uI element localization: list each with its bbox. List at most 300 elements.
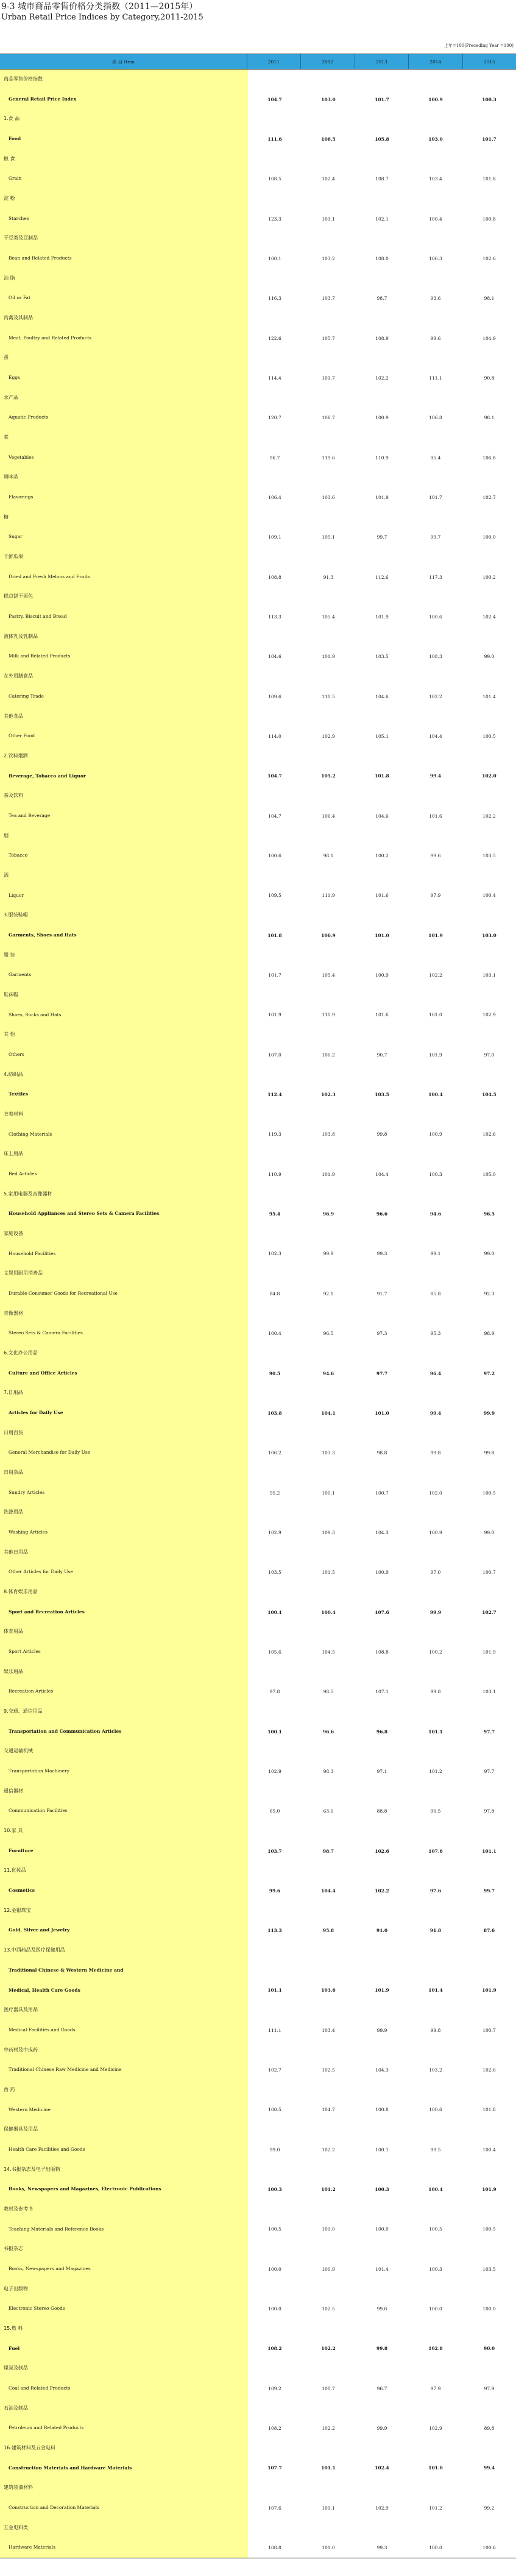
row-value: 100.7 [375, 1490, 389, 1496]
row-value: 101.0 [322, 2545, 335, 2551]
row-value: 108.7 [375, 176, 389, 182]
row-value: 99.9 [323, 1251, 334, 1257]
row-value: 106.4 [268, 494, 281, 500]
row-label: 煤炭及制品 [0, 2358, 248, 2379]
row-value: 96.8 [376, 1729, 388, 1735]
row-label: Gold, Silver and Jewelry [0, 1920, 248, 1941]
row-value: 103.6 [321, 1987, 336, 1994]
row-label: 15.燃 料 [0, 2319, 248, 2339]
table-row [0, 1443, 516, 1463]
row-value: 65.0 [269, 1808, 280, 1814]
row-value: 89.8 [484, 2426, 495, 2432]
row-value: 105.7 [322, 335, 335, 341]
row-value: 96.7 [269, 455, 280, 461]
row-value: 103.7 [322, 295, 335, 302]
row-value: 100.1 [268, 255, 281, 261]
table-row [0, 1284, 516, 1304]
table-row [0, 408, 516, 428]
row-value: 97.9 [430, 2385, 441, 2391]
row-value: 109.6 [268, 693, 281, 699]
table-row [0, 2100, 516, 2120]
table-row [0, 328, 516, 349]
row-value: 96.5 [483, 1211, 495, 1217]
row-value: 98.8 [376, 1450, 387, 1456]
row-value: 102.4 [322, 176, 335, 182]
row-value: 103.5 [482, 2266, 496, 2272]
table-row [0, 646, 516, 667]
table-row [0, 946, 516, 966]
row-label: Liquor [0, 886, 248, 906]
table-body [0, 69, 516, 2558]
row-value: 95.2 [269, 1490, 280, 1496]
row-label: Garments [0, 965, 248, 985]
row-value: 90.0 [483, 2346, 495, 2352]
table-row [0, 2179, 516, 2199]
row-label: 西 药 [0, 2080, 248, 2100]
row-value: 87.6 [483, 1928, 495, 1934]
row-value: 96.7 [376, 2385, 387, 2391]
row-value: 104.3 [375, 1529, 389, 1535]
row-value: 108.8 [268, 2545, 281, 2551]
row-label: Traditional Chinese & Western Medicine and [0, 1961, 248, 1981]
row-label: 商品零售价格指数 [0, 69, 248, 90]
row-value: 99.6 [430, 335, 441, 341]
row-value: 100.9 [375, 1569, 389, 1576]
table-row [0, 1801, 516, 1821]
row-value: 107.1 [375, 1689, 389, 1695]
table-row [0, 2379, 516, 2399]
row-label: Household Appliances and Stereo Sets & Camera Facilities [0, 1204, 248, 1224]
row-value: 93.6 [430, 295, 441, 302]
row-value: 90.5 [269, 1370, 281, 1376]
row-label: Sundry Articles [0, 1483, 248, 1503]
table-row [0, 766, 516, 787]
row-label: 医疗器具及用品 [0, 2000, 248, 2020]
table-row [0, 846, 516, 866]
row-value: 102.7 [268, 2067, 281, 2073]
table-row [0, 2399, 516, 2419]
row-value: 108.5 [268, 176, 281, 182]
table-row [0, 1343, 516, 1364]
row-label: Culture and Office Articles [0, 1364, 248, 1384]
table-row [0, 1941, 516, 1961]
row-value: 100.0 [268, 2266, 281, 2272]
table-row [0, 1841, 516, 1861]
row-label: 服 装 [0, 946, 248, 966]
row-label: General Merchandise for Daily Use [0, 1443, 248, 1463]
table-row [0, 786, 516, 806]
row-value: 101.9 [375, 494, 389, 500]
row-value: 101.0 [428, 2465, 443, 2471]
row-value: 100.4 [429, 216, 442, 222]
row-value: 98.1 [323, 853, 334, 859]
row-value: 103.5 [375, 654, 389, 660]
row-label: Dried and Fresh Melons and Fruits [0, 567, 248, 587]
row-value: 100.3 [267, 2187, 282, 2193]
row-label: 淀 粉 [0, 189, 248, 209]
row-value: 97.7 [483, 1729, 495, 1735]
table-row [0, 587, 516, 607]
row-value: 101.0 [322, 2226, 335, 2232]
row-value: 99.9 [376, 2027, 387, 2033]
row-value: 100.1 [322, 1490, 335, 1496]
row-label: Tobacco [0, 846, 248, 866]
row-label: Sport Articles [0, 1642, 248, 1662]
table-row [0, 1961, 516, 1981]
row-value: 111.1 [268, 2027, 281, 2033]
row-value: 101.5 [322, 1569, 335, 1576]
row-value: 99.4 [429, 1410, 442, 1416]
column-header-item: 项 目 Item [0, 54, 247, 69]
table-row [0, 1164, 516, 1184]
row-value: 101.9 [429, 1052, 442, 1058]
row-value: 102.4 [482, 614, 496, 620]
table-row [0, 448, 516, 468]
row-value: 101.7 [268, 972, 281, 978]
row-value: 97.9 [430, 893, 441, 899]
row-value: 102.9 [268, 1768, 281, 1774]
table-row [0, 1204, 516, 1224]
row-value: 100.0 [268, 2306, 281, 2312]
row-label: Construction Materials and Hardware Materials [0, 2458, 248, 2479]
table-row [0, 1403, 516, 1423]
row-value: 106.9 [321, 932, 336, 938]
row-value: 107.6 [375, 1609, 389, 1615]
row-label: 1.食 品 [0, 109, 248, 129]
table-row [0, 1483, 516, 1503]
table-row [0, 1901, 516, 1921]
row-value: 103.8 [322, 1131, 335, 1138]
row-value: 100.1 [267, 1609, 282, 1615]
row-value: 98.9 [484, 1331, 495, 1337]
row-value: 88.8 [376, 1808, 387, 1814]
row-label: Bean and Related Products [0, 249, 248, 269]
table-row [0, 109, 516, 129]
table-row [0, 2538, 516, 2558]
row-value: 101.1 [482, 1848, 497, 1854]
row-label: Meat, Poultry and Related Products [0, 328, 248, 349]
row-value: 104.7 [267, 773, 282, 779]
page-subtitle: Urban Retail Price Indices by Category,2011-2015 [1, 13, 203, 22]
table-row [0, 1582, 516, 1602]
row-value: 108.2 [267, 2346, 282, 2352]
row-label: 电子出版物 [0, 2279, 248, 2299]
row-value: 106.7 [322, 415, 335, 421]
row-value: 99.4 [429, 773, 442, 779]
row-value: 103.1 [482, 972, 496, 978]
row-value: 100.2 [429, 1649, 442, 1655]
row-value: 101.6 [375, 893, 389, 899]
row-label: 5.家用电器及音像器材 [0, 1184, 248, 1205]
row-label: 家庭设备 [0, 1224, 248, 1244]
table-row [0, 547, 516, 567]
row-value: 99.0 [484, 1251, 495, 1257]
row-value: 101.1 [428, 1729, 443, 1735]
table-row [0, 189, 516, 209]
row-value: 102.9 [429, 2426, 442, 2432]
row-value: 98.1 [484, 415, 495, 421]
row-label: Furniture [0, 1841, 248, 1861]
table-row [0, 2080, 516, 2100]
row-value: 98.7 [376, 295, 387, 302]
column-header-year: 2011 [247, 54, 300, 69]
row-value: 101.1 [322, 2505, 335, 2511]
row-value: 101.9 [268, 1012, 281, 1018]
row-value: 102.6 [375, 1848, 389, 1854]
row-value: 111.9 [322, 893, 335, 899]
row-label: 肉禽及其制品 [0, 308, 248, 328]
row-label: Catering Trade [0, 687, 248, 707]
row-value: 102.6 [482, 2067, 496, 2073]
table-row [0, 1463, 516, 1483]
table-row [0, 1125, 516, 1145]
row-label: Tea and Beverage [0, 806, 248, 826]
row-value: 104.7 [267, 96, 282, 102]
row-value: 99.5 [430, 2146, 441, 2153]
row-label: 6.文化办公用品 [0, 1343, 248, 1364]
row-label: 衣着材料 [0, 1105, 248, 1125]
row-value: 63.1 [323, 1808, 334, 1814]
row-value: 109.1 [268, 534, 281, 540]
row-value: 99.2 [484, 2505, 495, 2511]
table-row [0, 129, 516, 149]
row-value: 100.0 [482, 534, 496, 540]
row-label: 13.中西药品及医疗保健用品 [0, 1941, 248, 1961]
row-value: 100.6 [268, 853, 281, 859]
table-row [0, 2319, 516, 2339]
row-value: 104.6 [268, 654, 281, 660]
row-label: Construction and Decoration Materials [0, 2498, 248, 2518]
row-value: 102.9 [322, 734, 335, 739]
table-row [0, 627, 516, 647]
table-row [0, 2279, 516, 2299]
row-label: Aquatic Products [0, 408, 248, 428]
table-row [0, 269, 516, 289]
row-label: Transportation and Communication Articles [0, 1722, 248, 1742]
row-label: 鞋袜帽 [0, 985, 248, 1005]
table-row [0, 2020, 516, 2040]
row-value: 91.8 [429, 1928, 442, 1934]
row-value: 101.2 [429, 2505, 442, 2511]
row-label: 7.日用品 [0, 1383, 248, 1403]
row-value: 123.3 [268, 216, 281, 222]
table-row [0, 1364, 516, 1384]
table-row [0, 1005, 516, 1025]
row-value: 104.6 [375, 813, 389, 819]
row-value: 101.1 [321, 2465, 336, 2471]
row-label: 14.书报杂志及电子出版物 [0, 2160, 248, 2180]
row-value: 117.3 [429, 574, 442, 580]
row-label: Medical, Health Care Goods [0, 1981, 248, 2001]
table-row [0, 2339, 516, 2359]
row-value: 102.2 [429, 972, 442, 978]
row-value: 106.2 [268, 1450, 281, 1456]
row-label: 烟 [0, 826, 248, 846]
table-row [0, 2498, 516, 2518]
row-label: 日用百货 [0, 1423, 248, 1443]
table-row [0, 1085, 516, 1105]
row-value: 96.5 [323, 1331, 334, 1337]
row-value: 99.0 [269, 2146, 280, 2153]
row-value: 100.5 [268, 2226, 281, 2232]
row-value: 101.2 [321, 2187, 336, 2193]
row-value: 114.0 [268, 734, 281, 739]
row-value: 109.2 [268, 2385, 281, 2391]
row-label: Household Facilities [0, 1244, 248, 1264]
row-value: 102.0 [429, 1490, 442, 1496]
row-value: 104.3 [375, 2067, 389, 2073]
table-row [0, 1682, 516, 1702]
row-label: 通信器材 [0, 1782, 248, 1802]
row-value: 122.6 [268, 335, 281, 341]
table-row [0, 1602, 516, 1622]
row-value: 94.6 [429, 1211, 442, 1217]
row-value: 110.9 [322, 1012, 335, 1018]
row-label: Electronic Stereo Goods [0, 2299, 248, 2319]
row-value: 84.8 [269, 1290, 280, 1297]
row-label: 教材及参考书 [0, 2199, 248, 2220]
row-label: Cosmetics [0, 1881, 248, 1901]
row-value: 99.8 [430, 1689, 441, 1695]
row-value: 99.0 [484, 1529, 495, 1535]
row-label: Recreation Articles [0, 1682, 248, 1702]
row-value: 101.9 [322, 1171, 335, 1177]
table-row [0, 2518, 516, 2538]
row-label: Garments, Shoes and Hats [0, 925, 248, 946]
row-value: 97.3 [376, 1331, 387, 1337]
row-value: 100.6 [429, 2107, 442, 2113]
row-label: 文娱用耐用消费品 [0, 1264, 248, 1284]
row-value: 101.9 [428, 932, 443, 938]
row-value: 96.4 [429, 1370, 442, 1376]
row-label: 其他食品 [0, 707, 248, 727]
row-value: 103.5 [375, 1092, 389, 1098]
table-row [0, 687, 516, 707]
table-row [0, 1144, 516, 1164]
row-label: 建筑装潢材料 [0, 2478, 248, 2498]
row-value: 103.0 [482, 932, 497, 938]
row-value: 100.1 [375, 2146, 389, 2153]
row-label: Food [0, 129, 248, 149]
row-value: 103.1 [482, 1689, 496, 1695]
row-value: 103.1 [322, 216, 335, 222]
table-row [0, 1782, 516, 1802]
table-row [0, 1881, 516, 1901]
row-value: 105.1 [322, 534, 335, 540]
row-value: 97.2 [483, 1370, 495, 1376]
row-value: 116.3 [268, 295, 281, 302]
row-value: 90.8 [484, 375, 495, 381]
table-row [0, 1025, 516, 1045]
row-value: 102.9 [268, 1529, 281, 1535]
row-label: 8.体育娱乐用品 [0, 1582, 248, 1602]
table-row [0, 2239, 516, 2259]
table-row [0, 169, 516, 189]
row-value: 102.2 [375, 375, 389, 381]
row-value: 101.2 [429, 1768, 442, 1774]
table-row [0, 249, 516, 269]
row-value: 103.5 [482, 853, 496, 859]
row-value: 108.3 [429, 654, 442, 660]
row-value: 100.2 [482, 574, 496, 580]
table-row [0, 925, 516, 946]
row-value: 100.1 [267, 1729, 282, 1735]
row-label: 保健器具及用品 [0, 2120, 248, 2140]
row-value: 101.6 [375, 1012, 389, 1018]
row-value: 99.7 [430, 534, 441, 540]
row-value: 109.5 [268, 893, 281, 899]
table-row [0, 1622, 516, 1642]
table-row [0, 1642, 516, 1662]
row-value: 99.6 [376, 2306, 387, 2312]
row-value: 99.8 [430, 1450, 441, 1456]
row-label: 干鲜瓜果 [0, 547, 248, 567]
row-label: Beverage, Tobacco and Liquor [0, 766, 248, 787]
row-value: 108.8 [268, 574, 281, 580]
row-label: Articles for Daily Use [0, 1403, 248, 1423]
table-row [0, 368, 516, 388]
row-value: 101.9 [482, 2187, 497, 2193]
row-value: 108.0 [375, 255, 389, 261]
row-value: 104.4 [321, 1888, 336, 1894]
table-header [0, 54, 516, 69]
row-label: 糖 [0, 508, 248, 528]
row-label: 3.服装鞋帽 [0, 905, 248, 925]
row-value: 100.4 [321, 1609, 336, 1615]
row-label: 洗涤用品 [0, 1502, 248, 1523]
row-label: 糕点饼干面包 [0, 587, 248, 607]
row-value: 112.6 [375, 574, 389, 580]
row-value: 95.4 [430, 455, 441, 461]
row-value: 105.8 [375, 136, 389, 142]
row-value: 103.6 [322, 494, 335, 500]
row-value: 106.2 [322, 1052, 335, 1058]
row-value: 107.6 [428, 1848, 443, 1854]
row-value: 99.7 [483, 1888, 495, 1894]
row-label: 在外用膳食品 [0, 667, 248, 687]
row-value: 99.3 [376, 1251, 387, 1257]
row-value: 102.2 [482, 813, 496, 819]
row-value: 98.7 [322, 1848, 334, 1854]
table-row [0, 90, 516, 110]
row-value: 102.2 [321, 2346, 336, 2352]
row-label: 其他日用品 [0, 1543, 248, 1563]
row-label: 油 脂 [0, 269, 248, 289]
table-row [0, 965, 516, 985]
row-value: 102.1 [375, 216, 389, 222]
table-row [0, 1045, 516, 1065]
row-value: 113.3 [268, 614, 281, 620]
row-value: 114.4 [268, 375, 281, 381]
row-value: 103.0 [321, 96, 336, 102]
row-value: 106.4 [322, 813, 335, 819]
row-value: 106.3 [429, 255, 442, 261]
row-value: 91.0 [376, 1928, 388, 1934]
row-value: 102.2 [375, 1888, 389, 1894]
row-value: 104.5 [322, 1649, 335, 1655]
table-row [0, 508, 516, 528]
table-row [0, 2418, 516, 2438]
row-value: 92.3 [484, 1290, 495, 1297]
row-value: 102.2 [429, 693, 442, 699]
row-label: Health Care Facilities and Goods [0, 2140, 248, 2160]
row-value: 104.6 [375, 693, 389, 699]
row-value: 101.8 [267, 932, 282, 938]
row-value: 101.9 [375, 1987, 389, 1994]
row-value: 102.5 [322, 2067, 335, 2073]
row-label: 床上用品 [0, 1144, 248, 1164]
table-row [0, 2140, 516, 2160]
